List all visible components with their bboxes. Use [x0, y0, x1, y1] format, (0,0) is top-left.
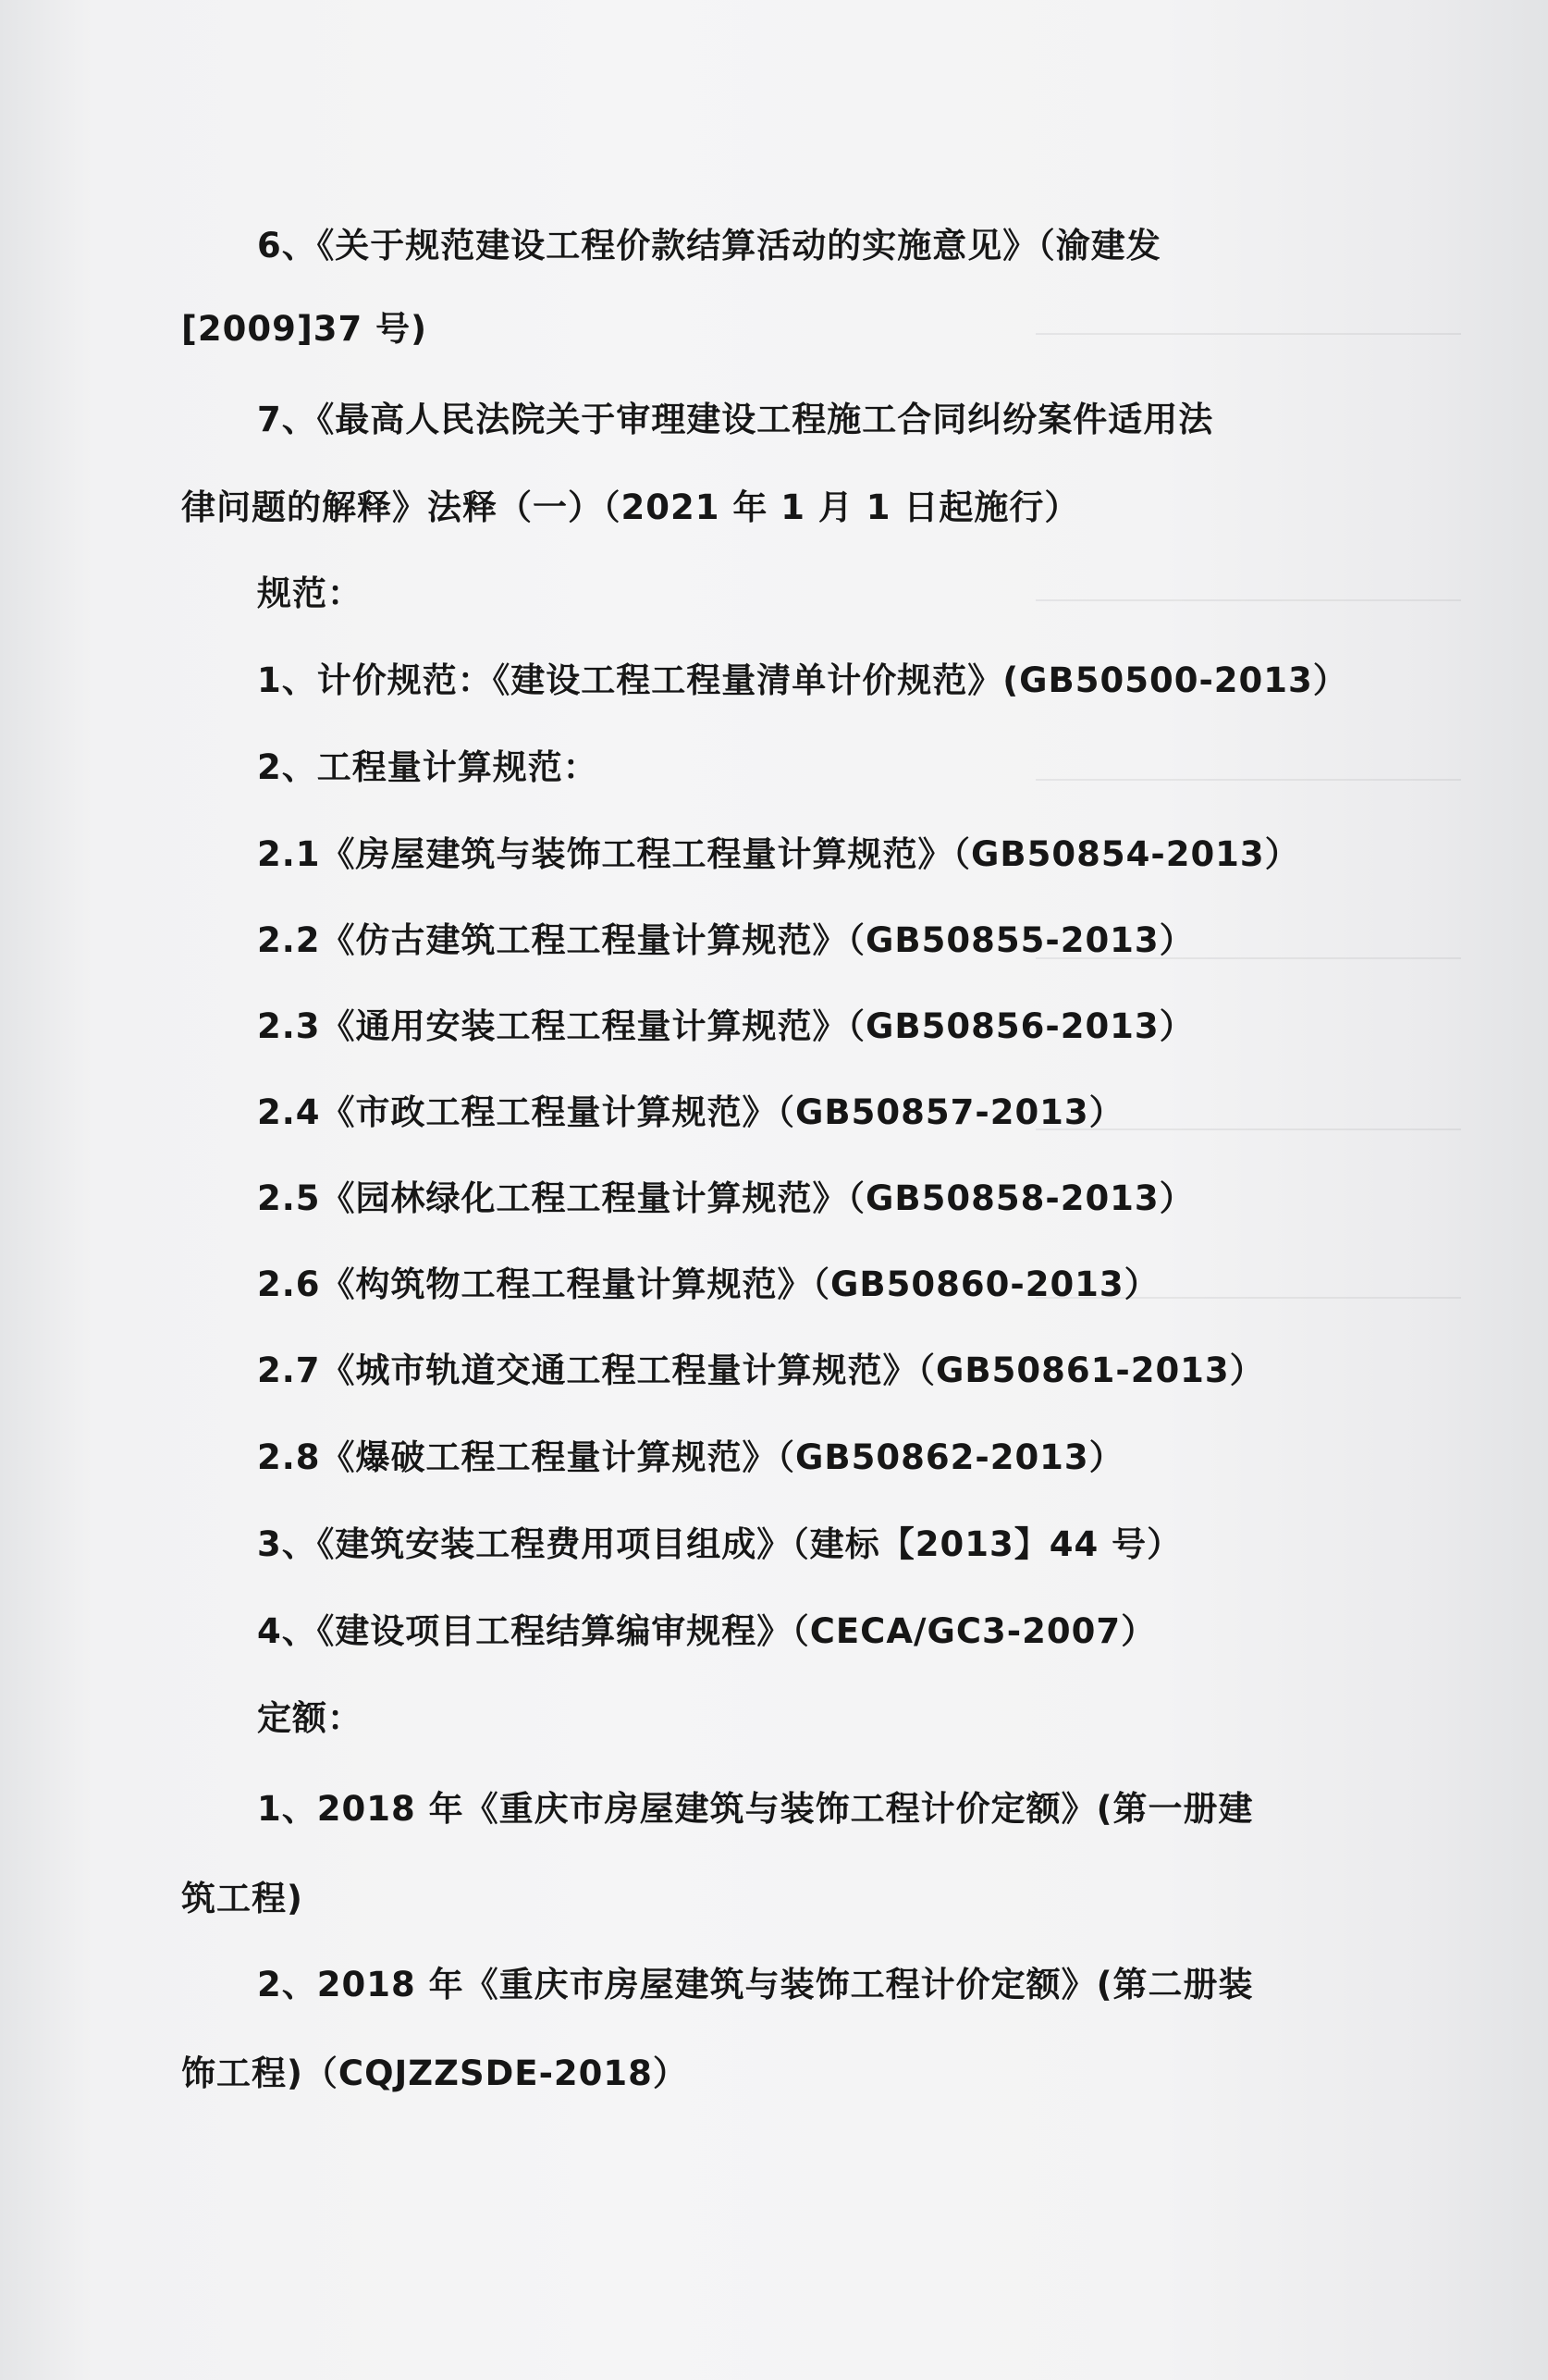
- bleed-through-mark: [1036, 779, 1461, 781]
- spec-item-1: 1、计价规范：《建设工程工程量清单计价规范》(GB50500-2013）: [257, 660, 1348, 700]
- quota-item-2-continued: 饰工程)（CQJZZSDE-2018）: [181, 2053, 688, 2093]
- spec-item-2: 2、工程量计算规范：: [257, 747, 598, 787]
- quota-item-1-continued: 筑工程): [181, 1879, 303, 1918]
- spec-item-2-3: 2.3《通用安装工程工程量计算规范》（GB50856-2013）: [257, 1006, 1195, 1046]
- text-line-item-7-continued: 律问题的解释》法释（一）（2021 年 1 月 1 日起施行）: [181, 487, 1080, 527]
- spec-item-3: 3、《建筑安装工程费用项目组成》（建标【2013】44 号）: [257, 1524, 1183, 1564]
- text-line-item-6-continued: [2009]37 号): [181, 309, 428, 349]
- spec-item-2-4: 2.4《市政工程工程量计算规范》（GB50857-2013）: [257, 1092, 1124, 1132]
- text-line-item-7: 7、《最高人民法院关于审理建设工程施工合同纠纷案件适用法: [257, 400, 1214, 439]
- spec-item-2-6: 2.6《构筑物工程工程量计算规范》（GB50860-2013）: [257, 1264, 1160, 1304]
- quota-item-1: 1、2018 年《重庆市房屋建筑与装饰工程计价定额》(第一册建: [257, 1789, 1254, 1829]
- bleed-through-mark: [1036, 599, 1461, 601]
- spec-item-2-2: 2.2《仿古建筑工程工程量计算规范》（GB50855-2013）: [257, 920, 1195, 960]
- spec-item-4: 4、《建设项目工程结算编审规程》（CECA/GC3-2007）: [257, 1611, 1157, 1651]
- section-heading-specifications: 规范：: [257, 573, 362, 613]
- spec-item-2-5: 2.5《园林绿化工程工程量计算规范》（GB50858-2013）: [257, 1178, 1195, 1218]
- bleed-through-mark: [1036, 333, 1461, 335]
- section-heading-quota: 定额：: [257, 1698, 362, 1738]
- quota-item-2: 2、2018 年《重庆市房屋建筑与装饰工程计价定额》(第二册装: [257, 1965, 1254, 2004]
- spec-item-2-1: 2.1《房屋建筑与装饰工程工程量计算规范》（GB50854-2013）: [257, 834, 1300, 874]
- spec-item-2-8: 2.8《爆破工程工程量计算规范》（GB50862-2013）: [257, 1437, 1124, 1477]
- spec-item-2-7: 2.7《城市轨道交通工程工程量计算规范》（GB50861-2013）: [257, 1350, 1265, 1390]
- text-line-item-6: 6、《关于规范建设工程价款结算活动的实施意见》（渝建发: [257, 226, 1161, 265]
